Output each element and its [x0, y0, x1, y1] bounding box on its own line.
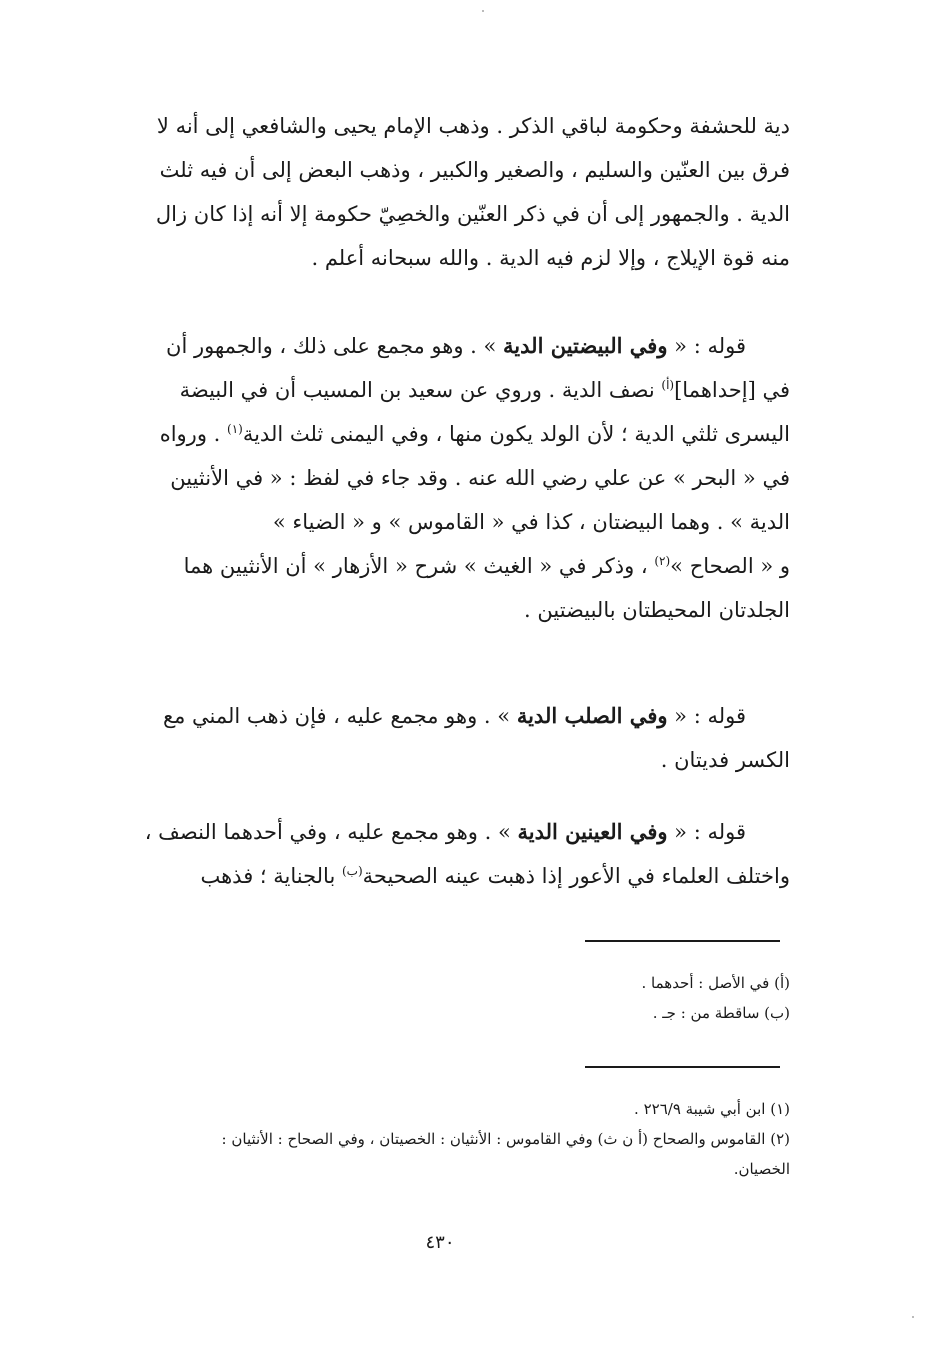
text-run: » . وهو مجمع على ذلك ، والجمهور أن	[166, 334, 504, 358]
variant-notes	[130, 968, 790, 1028]
text-run: قوله : «	[667, 820, 746, 844]
page-number: ٤٣٠	[425, 1232, 455, 1253]
footnote-ref: (١)	[227, 422, 243, 436]
text-run: » . وهو مجمع عليه ، وفي أحدهما النصف ،	[144, 820, 518, 844]
text-line: فرق بين العنّين والسليم ، والصغير والكبير ، وذهب البعض إلى أن فيه ثلث	[159, 158, 790, 182]
paragraph-3	[130, 694, 790, 782]
footnote: الخصيان.	[733, 1160, 790, 1178]
text-line	[130, 810, 790, 854]
paragraph-2	[130, 324, 790, 632]
text-run: نصف الدية . وروي عن سعيد بن المسيب أن في البيضة	[179, 378, 662, 402]
text-run: بالجناية ؛ فذهب	[200, 864, 342, 888]
text-line	[130, 368, 790, 412]
quoted-matn: وفي العينين الدية	[517, 819, 668, 844]
paragraph-1	[130, 104, 790, 280]
text-run: . ورواه	[159, 422, 227, 446]
text-run: و « الصحاح »	[670, 554, 790, 578]
quoted-matn: وفي البيضتين الدية	[503, 333, 668, 358]
text-line: الدية » . وهما البيضتان ، كذا في « القاموس » و « الضياء »	[272, 510, 790, 534]
paragraph-4	[130, 810, 790, 898]
quoted-matn: وفي الصلب الدية	[516, 703, 668, 728]
text-line: منه قوة الإيلاج ، وإلا لزم فيه الدية . والله سبحانه أعلم .	[311, 246, 790, 270]
text-line: الدية . والجمهور إلى أن في ذكر العنّين والخصِيّ حكومة إلا أنه إذا كان زال	[155, 202, 790, 226]
text-line: في « البحر » عن علي رضي الله عنه . وقد جاء في لفظ : « في الأنثيين	[170, 466, 790, 490]
text-line	[130, 412, 790, 456]
footnote-ref: (أ)	[661, 378, 675, 392]
footnote-separator	[585, 1066, 780, 1068]
scan-speck	[482, 10, 484, 12]
text-run: قوله : «	[667, 704, 746, 728]
text-run: ، وذكر في « الغيث » شرح « الأزهار » أن الأنثيين هما	[183, 554, 655, 578]
text-run: واختلف العلماء في الأعور إذا ذهبت عينه الصحيحة	[362, 864, 790, 888]
text-line: الجلدتان المحيطتان بالبيضتين .	[524, 598, 790, 622]
text-line: دية للحشفة وحكومة لباقي الذكر . وذهب الإمام يحيى والشافعي إلى أنه لا	[156, 114, 790, 138]
footnote: (٢) القاموس والصحاح (أ ن ث) وفي القاموس : الأنثيان : الخصيتان ، وفي الصحاح : الأنثيان :	[221, 1130, 790, 1148]
footnote-separator	[585, 940, 780, 942]
text-run: قوله : «	[667, 334, 746, 358]
footnote: (ب) ساقطة من : جـ .	[652, 1004, 790, 1022]
text-line	[130, 854, 790, 898]
text-run: في [إحداهما]	[674, 378, 790, 402]
footnote-ref: (ب)	[341, 864, 363, 878]
footnote-ref: (٢)	[654, 554, 671, 568]
text-line	[130, 324, 790, 368]
text-run: اليسرى ثلثي الدية ؛ لأن الولد يكون منها ، وفي اليمنى ثلث الدية	[242, 422, 790, 446]
text-line: الكسر فديتان .	[660, 748, 790, 772]
footnote: (أ) في الأصل : أحدهما .	[641, 974, 790, 992]
source-notes	[130, 1094, 790, 1184]
footnote: (١) ابن أبي شيبة ٢٢٦/٩ .	[634, 1100, 790, 1118]
scan-speck	[912, 1316, 914, 1318]
text-line	[130, 544, 790, 588]
text-line	[130, 694, 790, 738]
text-run: » . وهو مجمع عليه ، فإن ذهب المني مع	[162, 704, 517, 728]
